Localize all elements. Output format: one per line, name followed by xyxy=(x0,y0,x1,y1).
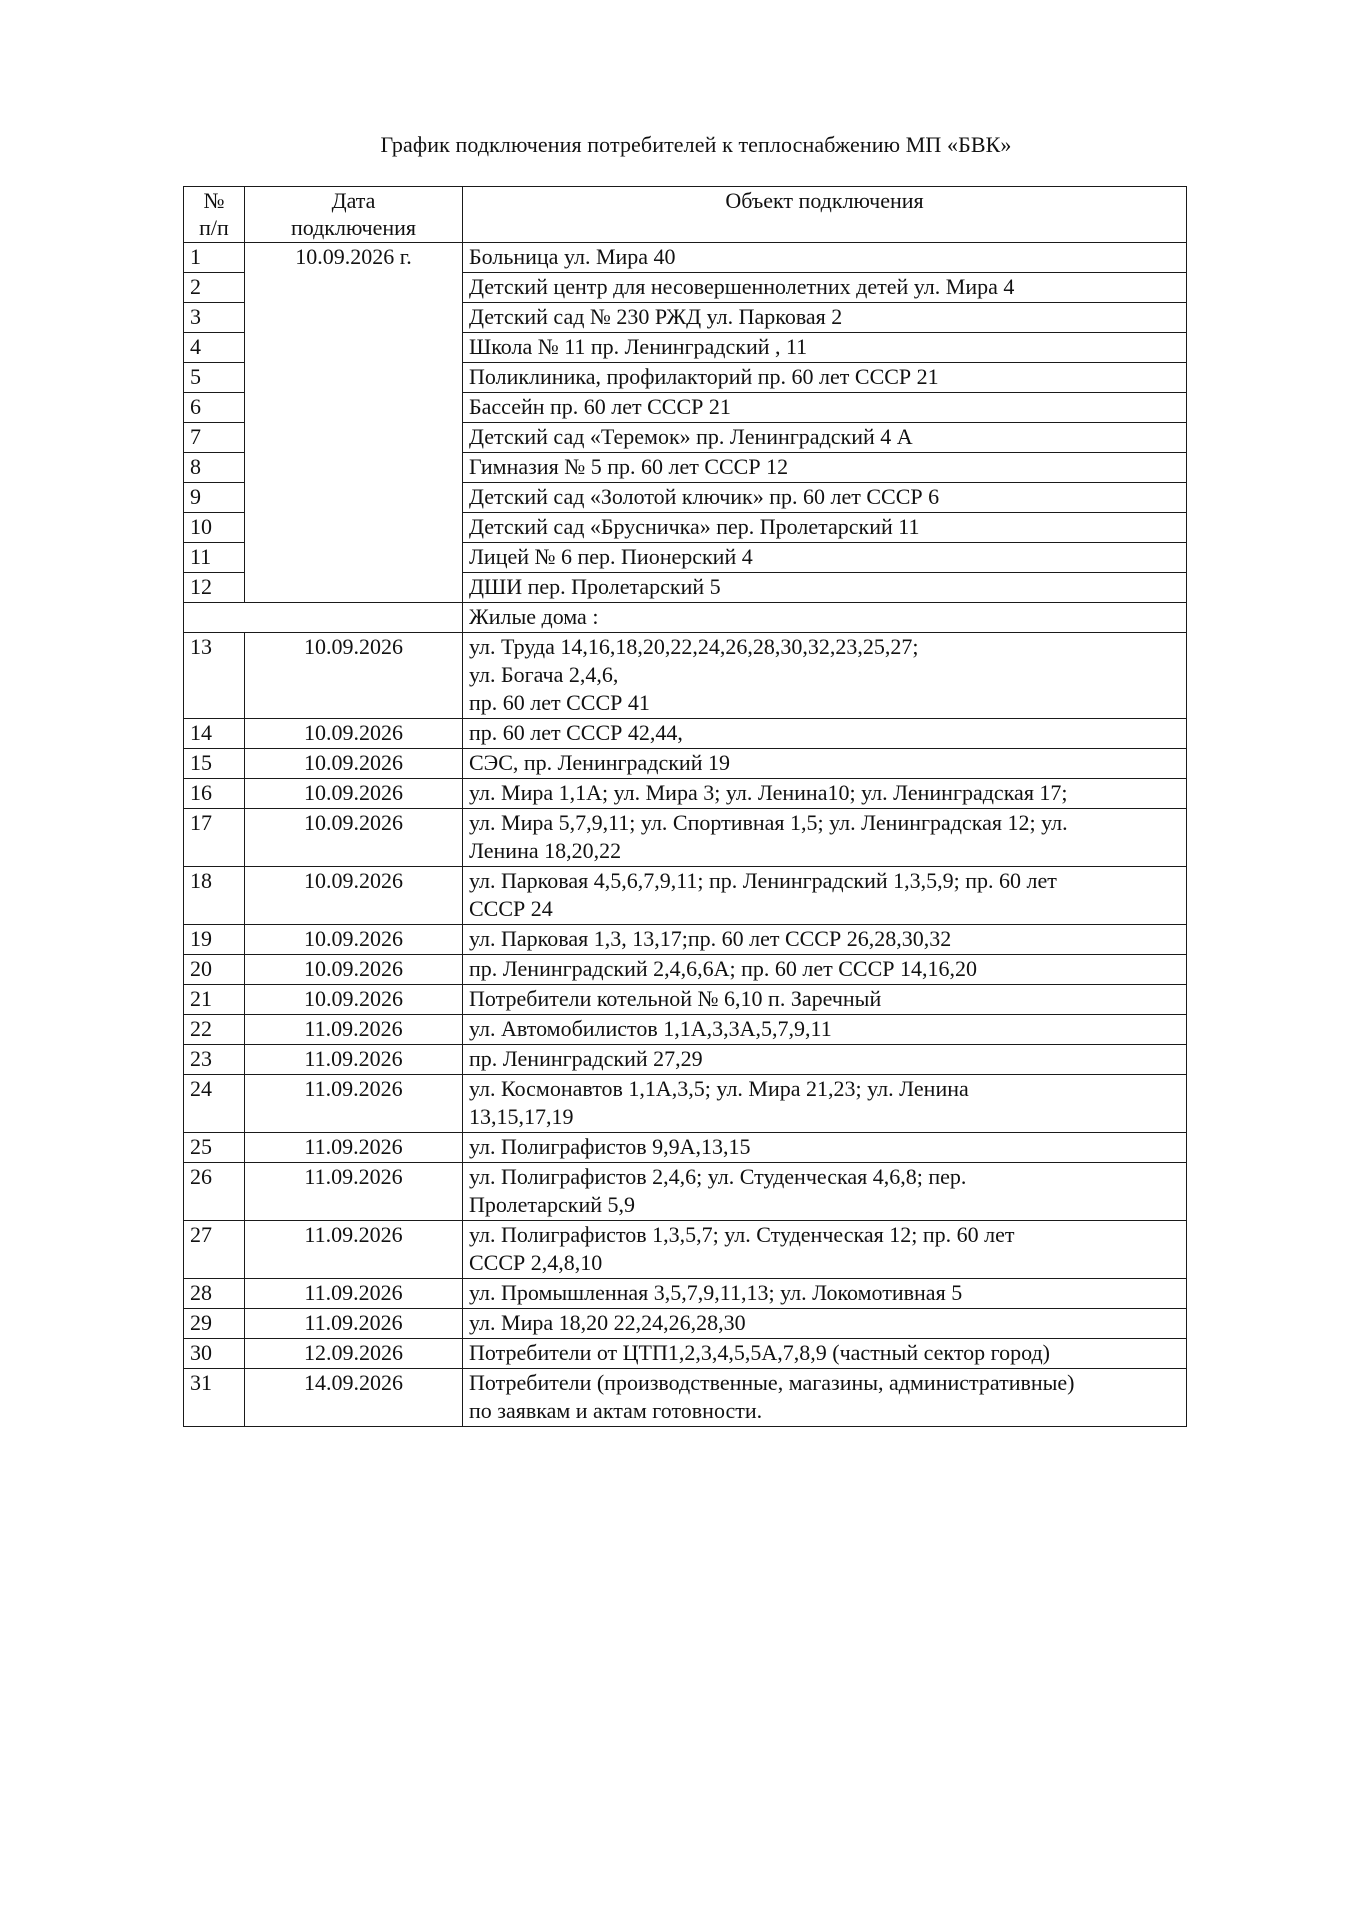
row-object: Детский сад «Золотой ключик» пр. 60 лет СССР 6 xyxy=(463,483,1187,513)
row-date: 11.09.2026 xyxy=(245,1075,463,1133)
row-date: 10.09.2026 xyxy=(245,779,463,809)
row-number: 24 xyxy=(184,1075,245,1133)
row-object-line: ул. Космонавтов 1,1А,3,5; ул. Мира 21,23; ул. Ленина xyxy=(469,1076,969,1101)
row-date: 11.09.2026 xyxy=(245,1015,463,1045)
row-object-line: Потребители (производственные, магазины, административные) xyxy=(469,1370,1075,1395)
row-object xyxy=(463,925,1187,955)
row-number: 23 xyxy=(184,1045,245,1075)
row-date: 11.09.2026 xyxy=(245,1163,463,1221)
row-number: 4 xyxy=(184,333,245,363)
row-object-line: Пролетарский 5,9 xyxy=(469,1192,635,1217)
row-object-line: ул. Парковая 1,3, 13,17;пр. 60 лет СССР 26,28,30,32 xyxy=(469,926,952,951)
row-date: 10.09.2026 xyxy=(245,925,463,955)
row-object xyxy=(463,867,1187,925)
table-row xyxy=(184,719,1187,749)
row-number: 13 xyxy=(184,633,245,719)
table-row xyxy=(184,1279,1187,1309)
row-object: Поликлиника, профилакторий пр. 60 лет СССР 21 xyxy=(463,363,1187,393)
header-object: Объект подключения xyxy=(463,187,1187,243)
row-number: 19 xyxy=(184,925,245,955)
row-number: 28 xyxy=(184,1279,245,1309)
row-number: 17 xyxy=(184,809,245,867)
row-object-line: ул. Мира 5,7,9,11; ул. Спортивная 1,5; ул. Ленинградская 12; ул. xyxy=(469,810,1068,835)
row-object xyxy=(463,1163,1187,1221)
table-row xyxy=(184,809,1187,867)
row-object xyxy=(463,1279,1187,1309)
row-object xyxy=(463,1015,1187,1045)
row-object xyxy=(463,955,1187,985)
row-object-line: ул. Богача 2,4,6, xyxy=(469,662,619,687)
row-object-line: Ленина 18,20,22 xyxy=(469,838,622,863)
row-object xyxy=(463,779,1187,809)
table-row xyxy=(184,1339,1187,1369)
table-row xyxy=(184,1163,1187,1221)
row-date: 10.09.2026 xyxy=(245,867,463,925)
row-object xyxy=(463,1133,1187,1163)
row-object-line: СССР 2,4,8,10 xyxy=(469,1250,603,1275)
row-object xyxy=(463,1309,1187,1339)
row-object-line: ул. Мира 18,20 22,24,26,28,30 xyxy=(469,1310,746,1335)
row-number: 15 xyxy=(184,749,245,779)
section-row xyxy=(184,603,1187,633)
table-row xyxy=(184,1221,1187,1279)
table-row xyxy=(184,867,1187,925)
document-title: График подключения потребителей к теплоснабжению МП «БВК» xyxy=(380,132,1012,157)
header-date xyxy=(245,187,463,243)
row-object-line: ул. Полиграфистов 9,9А,13,15 xyxy=(469,1134,751,1159)
row-object: Школа № 11 пр. Ленинградский , 11 xyxy=(463,333,1187,363)
row-number: 6 xyxy=(184,393,245,423)
row-object xyxy=(463,1339,1187,1369)
row-object: Больница ул. Мира 40 xyxy=(463,243,1187,273)
header-number-line1: № xyxy=(203,188,225,213)
row-object: Лицей № 6 пер. Пионерский 4 xyxy=(463,543,1187,573)
row-object-line: ул. Мира 1,1А; ул. Мира 3; ул. Ленина10; ул. Ленинградская 17; xyxy=(469,780,1068,805)
row-object-line: по заявкам и актам готовности. xyxy=(469,1398,763,1423)
row-object xyxy=(463,749,1187,779)
row-object: Бассейн пр. 60 лет СССР 21 xyxy=(463,393,1187,423)
row-object xyxy=(463,1221,1187,1279)
row-object xyxy=(463,1369,1187,1427)
row-date: 10.09.2026 xyxy=(245,633,463,719)
row-object-line: ул. Полиграфистов 1,3,5,7; ул. Студенческая 12; пр. 60 лет xyxy=(469,1222,1015,1247)
table-row xyxy=(184,925,1187,955)
row-object: ДШИ пер. Пролетарский 5 xyxy=(463,573,1187,603)
section-label: Жилые дома : xyxy=(463,603,1187,633)
row-object-line: ул. Промышленная 3,5,7,9,11,13; ул. Локомотивная 5 xyxy=(469,1280,963,1305)
row-object-line: СССР 24 xyxy=(469,896,553,921)
row-number: 5 xyxy=(184,363,245,393)
table-row xyxy=(184,1015,1187,1045)
row-number: 30 xyxy=(184,1339,245,1369)
row-date: 14.09.2026 xyxy=(245,1369,463,1427)
row-date: 10.09.2026 xyxy=(245,985,463,1015)
row-number: 21 xyxy=(184,985,245,1015)
row-number: 10 xyxy=(184,513,245,543)
row-date: 10.09.2026 xyxy=(245,809,463,867)
row-number: 7 xyxy=(184,423,245,453)
row-object xyxy=(463,719,1187,749)
row-object: Детский сад «Брусничка» пер. Пролетарский 11 xyxy=(463,513,1187,543)
table-row xyxy=(184,779,1187,809)
table-row xyxy=(184,243,1187,273)
row-object xyxy=(463,633,1187,719)
row-object xyxy=(463,1075,1187,1133)
row-object-line: пр. 60 лет СССР 41 xyxy=(469,690,650,715)
header-date-line1: Дата xyxy=(331,188,376,213)
row-number: 14 xyxy=(184,719,245,749)
row-object-line: пр. Ленинградский 27,29 xyxy=(469,1046,703,1071)
row-date: 11.09.2026 xyxy=(245,1279,463,1309)
header-number xyxy=(184,187,245,243)
row-number: 3 xyxy=(184,303,245,333)
row-date: 12.09.2026 xyxy=(245,1339,463,1369)
row-object-line: ул. Полиграфистов 2,4,6; ул. Студенческая 4,6,8; пер. xyxy=(469,1164,967,1189)
row-number: 16 xyxy=(184,779,245,809)
schedule-table xyxy=(183,186,1187,1427)
row-number: 8 xyxy=(184,453,245,483)
row-number: 26 xyxy=(184,1163,245,1221)
row-number: 12 xyxy=(184,573,245,603)
row-object-line: 13,15,17,19 xyxy=(469,1104,574,1129)
row-date: 11.09.2026 xyxy=(245,1221,463,1279)
row-object-line: ул. Автомобилистов 1,1А,3,3А,5,7,9,11 xyxy=(469,1016,832,1041)
row-date: 10.09.2026 г. xyxy=(245,243,463,603)
row-number: 20 xyxy=(184,955,245,985)
row-number: 11 xyxy=(184,543,245,573)
table-row xyxy=(184,749,1187,779)
row-object-line: ул. Труда 14,16,18,20,22,24,26,28,30,32,23,25,27; xyxy=(469,634,919,659)
row-date: 10.09.2026 xyxy=(245,955,463,985)
row-date: 11.09.2026 xyxy=(245,1309,463,1339)
row-number: 22 xyxy=(184,1015,245,1045)
row-date: 10.09.2026 xyxy=(245,719,463,749)
header-date-line2: подключения xyxy=(290,215,417,240)
row-object: Детский центр для несовершеннолетних детей ул. Мира 4 xyxy=(463,273,1187,303)
table-row xyxy=(184,633,1187,719)
table-row xyxy=(184,1075,1187,1133)
table-row xyxy=(184,1133,1187,1163)
row-object xyxy=(463,985,1187,1015)
row-date: 11.09.2026 xyxy=(245,1133,463,1163)
table-row xyxy=(184,985,1187,1015)
row-number: 29 xyxy=(184,1309,245,1339)
table-row xyxy=(184,1309,1187,1339)
row-number: 9 xyxy=(184,483,245,513)
row-number: 25 xyxy=(184,1133,245,1163)
row-number: 1 xyxy=(184,243,245,273)
row-object: Детский сад № 230 РЖД ул. Парковая 2 xyxy=(463,303,1187,333)
row-object-line: Потребители котельной № 6,10 п. Заречный xyxy=(469,986,882,1011)
row-object xyxy=(463,809,1187,867)
row-number: 31 xyxy=(184,1369,245,1427)
table-row xyxy=(184,1045,1187,1075)
row-object: Детский сад «Теремок» пр. Ленинградский 4 А xyxy=(463,423,1187,453)
row-object-line: пр. Ленинградский 2,4,6,6А; пр. 60 лет СССР 14,16,20 xyxy=(469,956,977,981)
table-row xyxy=(184,1369,1187,1427)
row-date: 11.09.2026 xyxy=(245,1045,463,1075)
header-number-line2: п/п xyxy=(199,215,229,240)
row-number: 2 xyxy=(184,273,245,303)
row-object-line: пр. 60 лет СССР 42,44, xyxy=(469,720,683,745)
table-row xyxy=(184,955,1187,985)
row-object-line: Потребители от ЦТП1,2,3,4,5,5А,7,8,9 (частный сектор город) xyxy=(469,1340,1051,1365)
row-object-line: ул. Парковая 4,5,6,7,9,11; пр. Ленинградский 1,3,5,9; пр. 60 лет xyxy=(469,868,1057,893)
row-object: Гимназия № 5 пр. 60 лет СССР 12 xyxy=(463,453,1187,483)
row-object-line: СЭС, пр. Ленинградский 19 xyxy=(469,750,730,775)
row-date: 10.09.2026 xyxy=(245,749,463,779)
section-spacer xyxy=(184,603,463,633)
row-number: 18 xyxy=(184,867,245,925)
row-number: 27 xyxy=(184,1221,245,1279)
row-object xyxy=(463,1045,1187,1075)
table-header-row xyxy=(184,187,1187,243)
